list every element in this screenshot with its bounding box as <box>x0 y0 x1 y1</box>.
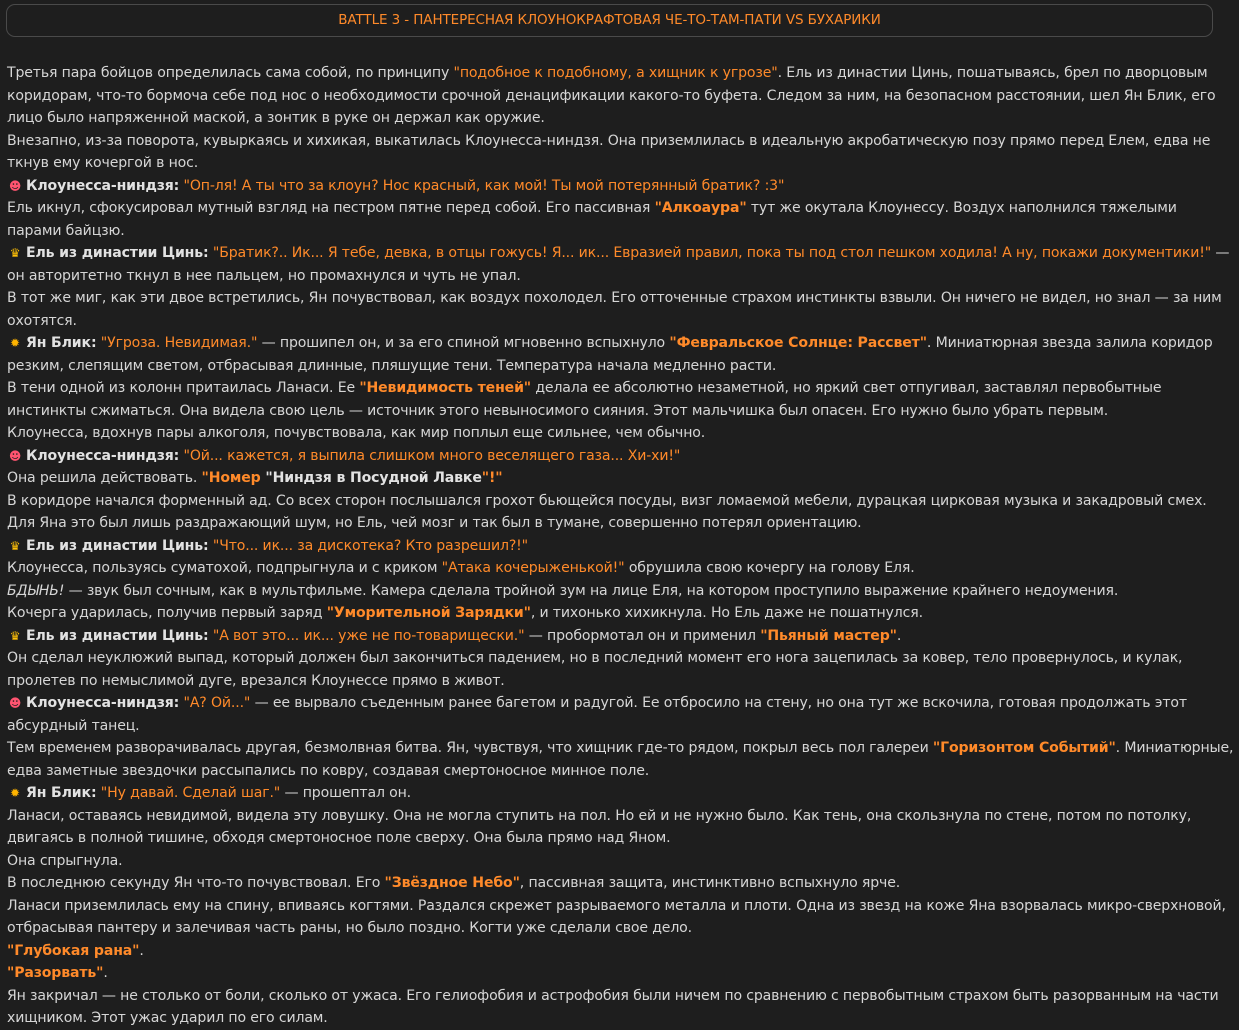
skill-name: "Алкоаура" <box>654 200 747 216</box>
narration-text: Тем временем разворачивалась другая, безмолвная битва. Ян, чувствуя, что хищник где-то рядом, покрыл весь пол галереи <box>7 740 933 756</box>
skill-name: "Невидимость теней" <box>359 380 531 396</box>
narration-text: . Миниатюрные, едва заметные звездочки рассыпались по ковру, создавая смертоносное минное поле. <box>7 740 1234 779</box>
story-paragraph <box>7 377 1235 422</box>
skill-name: "Пьяный мастер" <box>760 627 897 644</box>
narration-text: Клоунесса, пользуясь суматохой, подпрыгнула и с криком <box>7 560 442 576</box>
story-paragraph <box>7 557 1235 580</box>
story-paragraph <box>7 445 1235 468</box>
story-paragraph <box>7 962 1235 985</box>
story-paragraph <box>7 62 1235 130</box>
narration-text: , и тихонько хихикнула. Но Ель даже не пошатнулся. <box>530 605 923 621</box>
sun-icon: ✹ <box>10 336 20 350</box>
quote-text: "Что... ик... за дискотека? Кто разрешил?!" <box>212 537 528 554</box>
narration-text: делала ее абсолютно незаметной, но яркий свет отпугивал, заставлял первобытные инстинкты сжиматься. Она видела свою цель — источник этого невыносимого сияния. Этот мальчишка был опасен. Его нужно было убрать первым. <box>7 380 1162 419</box>
story-paragraph <box>7 175 1235 198</box>
quote-text: "Атака кочерыженькой!" <box>441 560 625 576</box>
narration-text: Она решила действовать. <box>7 470 202 486</box>
speaker-name: Клоунесса-ниндзя: <box>26 447 180 464</box>
narration-text: — ее вырвало съеденным ранее багетом и радугой. Ее отбросило на стену, но она тут же вскочила, готовая продолжать этот абсурдный танец. <box>7 695 1187 734</box>
narration-text: В тени одной из колонн притаилась Ланаси. Ее <box>7 380 360 396</box>
narration-text: — прошипел он, и за его спиной мгновенно вспыхнуло <box>257 335 670 351</box>
battle-title <box>6 4 1213 37</box>
skill-name: "!" <box>481 470 503 486</box>
clown-face-icon: ☻ <box>8 448 22 463</box>
quote-text: "А? Ой..." <box>183 695 251 711</box>
narration-text: Ланаси приземлилась ему на спину, впиваясь когтями. Раздался скрежет разрываемого металла и плоти. Одна из звезд на коже Яна взорвалась микро-сверхновой, отбрасывая пантеру и залечивая часть раны, но было поздно. Когти уже сделали свое дело. <box>7 897 1226 936</box>
quote-text: "Угроза. Невидимая." <box>100 335 258 351</box>
narration-text: . Миниатюрная звезда залила коридор резким, слепящим светом, отбрасывая длинные, пляшущие тени. Температура начала медленно расти. <box>7 335 1213 374</box>
story-paragraph <box>7 197 1235 242</box>
skill-name: "Уморительной Зарядки" <box>326 605 531 621</box>
narration-text: — прошептал он. <box>280 785 412 801</box>
story-paragraph <box>7 467 1235 490</box>
narration-text: . <box>139 942 144 959</box>
narration-text: Он сделал неуклюжий выпад, который должен был закончиться падением, но в последний момент его нога зацепилась за ковер, тело провернулось, и кулак, пролетев по немыслимой дуге, врезался Клоунессе прямо в живот. <box>7 650 1183 689</box>
clown-face-icon: ☻ <box>8 178 22 193</box>
speaker-name: "Ниндзя в Посудной Лавке <box>265 470 482 486</box>
skill-name: "Горизонтом Событий" <box>932 740 1116 756</box>
story-paragraph <box>7 872 1235 895</box>
story-paragraph <box>7 850 1235 873</box>
quote-text: "Братик?.. Ик... Я тебе, девка, в отцы гожусь! Я... ик... Евразией правил, пока ты под стол пешком ходила! А ну, покажи документики!" <box>212 245 1212 261</box>
battle-title-text: BATTLE 3 - ПАНТЕРЕСНАЯ КЛОУНОКРАФТОВАЯ ЧЕ-ТО-ТАМ-ПАТИ VS БУХАРИКИ <box>338 12 881 29</box>
narration-text: Ель икнул, сфокусировал мутный взгляд на пестром пятне перед собой. Его пассивная <box>7 200 655 216</box>
narration-text: . <box>896 627 902 644</box>
story-paragraph <box>7 805 1235 850</box>
story-paragraph <box>7 625 1235 648</box>
story-paragraph <box>7 940 1235 963</box>
narration-text: В тот же миг, как эти двое встретились, Ян почувствовал, как воздух похолодел. Его отточенные страхом инстинкты взвыли. Он ничего не видел, но знал — за ним охотятся. <box>7 290 1222 329</box>
narration-text: Ланаси, оставаясь невидимой, видела эту ловушку. Она не могла ступить на пол. Но ей и не нужно было. Как тень, она скользнула по стене, потом по потолку, двигаясь в полной тишине, обходя смертоносное поле сверху. Она была прямо над Яном. <box>7 807 1192 846</box>
story-paragraph <box>7 332 1235 377</box>
narration-text: обрушила свою кочергу на голову Еля. <box>624 560 915 576</box>
quote-text: "Ну давай. Сделай шаг." <box>100 785 281 801</box>
speaker-name: Ель из династии Цинь: <box>26 245 209 261</box>
story-paragraph <box>7 490 1235 535</box>
narration-text: . Ель из династии Цинь, пошатываясь, брел по дворцовым коридорам, что-то бормоча себе под нос о необходимости срочной денацификации какого-то буфета. Следом за ним, на безопасном расстоянии, шел Ян Блик, его лицо было напряженной маской, а зонтик в руке он держал как оружие. <box>7 65 1216 126</box>
story-paragraph <box>7 737 1235 782</box>
narration-text: , пассивная защита, инстинктивно вспыхнуло ярче. <box>519 875 901 891</box>
story-paragraph <box>7 895 1235 940</box>
story-paragraph <box>7 242 1235 287</box>
sun-icon: ✹ <box>10 786 20 800</box>
speaker-name: Клоунесса-ниндзя: <box>26 695 180 711</box>
story-content <box>7 62 1235 1030</box>
story-paragraph <box>7 422 1235 445</box>
narration-text: В последнюю секунду Ян что-то почувствовал. Его <box>7 875 385 891</box>
story-paragraph <box>7 580 1235 603</box>
crown-icon: ♛ <box>9 628 21 643</box>
story-paragraph <box>7 782 1235 805</box>
narration-text: БДЫНЬ! <box>7 582 65 599</box>
narration-text: Внезапно, из-за поворота, кувыркаясь и хихикая, выкатилась Клоунесса-ниндзя. Она приземлилась в идеальную акробатическую позу прямо перед Елем, едва не ткнув ему кочергой в нос. <box>7 132 1211 171</box>
story-paragraph <box>7 647 1235 692</box>
quote-text: "Оп-ля! А ты что за клоун? Нос красный, как мой! Ты мой потерянный братик? :3" <box>183 177 785 194</box>
story-paragraph <box>7 602 1235 625</box>
clown-face-icon: ☻ <box>8 696 22 710</box>
narration-text: Клоунесса, вдохнув пары алкоголя, почувствовала, как мир поплыл еще сильнее, чем обычно. <box>7 425 706 441</box>
story-paragraph <box>7 692 1235 737</box>
story-paragraph <box>7 535 1235 558</box>
story-paragraph <box>7 985 1235 1030</box>
narration-text: — он авторитетно ткнул в нее пальцем, но промахнулся и чуть не упал. <box>7 245 1230 284</box>
skill-name: "Звёздное Небо" <box>384 875 520 891</box>
narration-text: — пробормотал он и применил <box>524 627 761 644</box>
quote-text: "Ой... кажется, я выпила слишком много веселящего газа... Хи-хи!" <box>183 447 681 464</box>
speaker-name: Ян Блик: <box>26 335 97 351</box>
skill-name: "Разорвать" <box>7 965 104 981</box>
narration-text: Кочерга ударилась, получив первый заряд <box>7 605 327 621</box>
story-paragraph <box>7 287 1235 332</box>
quote-text: "А вот это... ик... уже не по-товарищески." <box>212 627 525 644</box>
speaker-name: Клоунесса-ниндзя: <box>26 177 180 194</box>
story-paragraph <box>7 130 1235 175</box>
narration-text: Ян закричал — не столько от боли, сколько от ужаса. Его гелиофобия и астрофобия были ничем по сравнению с первобытным страхом быть разорванным на части хищником. Этот ужас ударил по его силам. <box>7 987 1219 1026</box>
skill-name: "Февральское Солнце: Рассвет" <box>669 335 927 351</box>
narration-text: Она спрыгнула. <box>7 852 123 869</box>
narration-text: . <box>103 965 108 981</box>
crown-icon: ♛ <box>9 538 21 553</box>
quote-text: "подобное к подобному, а хищник к угрозе" <box>453 65 778 81</box>
speaker-name: Ель из династии Цинь: <box>26 627 209 644</box>
narration-text: тут же окутала Клоунессу. Воздух наполнился тяжелыми парами байцзю. <box>7 200 1177 239</box>
speaker-name: Ель из династии Цинь: <box>26 537 209 554</box>
skill-name: "Номер <box>201 470 266 486</box>
skill-name: "Глубокая рана" <box>7 942 140 959</box>
narration-text: — звук был сочным, как в мультфильме. Камера сделала тройной зум на лице Еля, на котором проступило выражение крайнего недоумения. <box>64 582 1119 599</box>
speaker-name: Ян Блик: <box>26 785 97 801</box>
narration-text: Третья пара бойцов определилась сама собой, по принципу <box>7 65 454 81</box>
crown-icon: ♛ <box>9 246 21 260</box>
narration-text: В коридоре начался форменный ад. Со всех сторон послышался грохот бьющейся посуды, визг ломаемой мебели, дурацкая цирковая музыка и закадровый смех. Для Яна это был лишь раздражающий шум, но Ель, чей мозг и так был в тумане, совершенно потерял ориентацию. <box>7 492 1207 531</box>
